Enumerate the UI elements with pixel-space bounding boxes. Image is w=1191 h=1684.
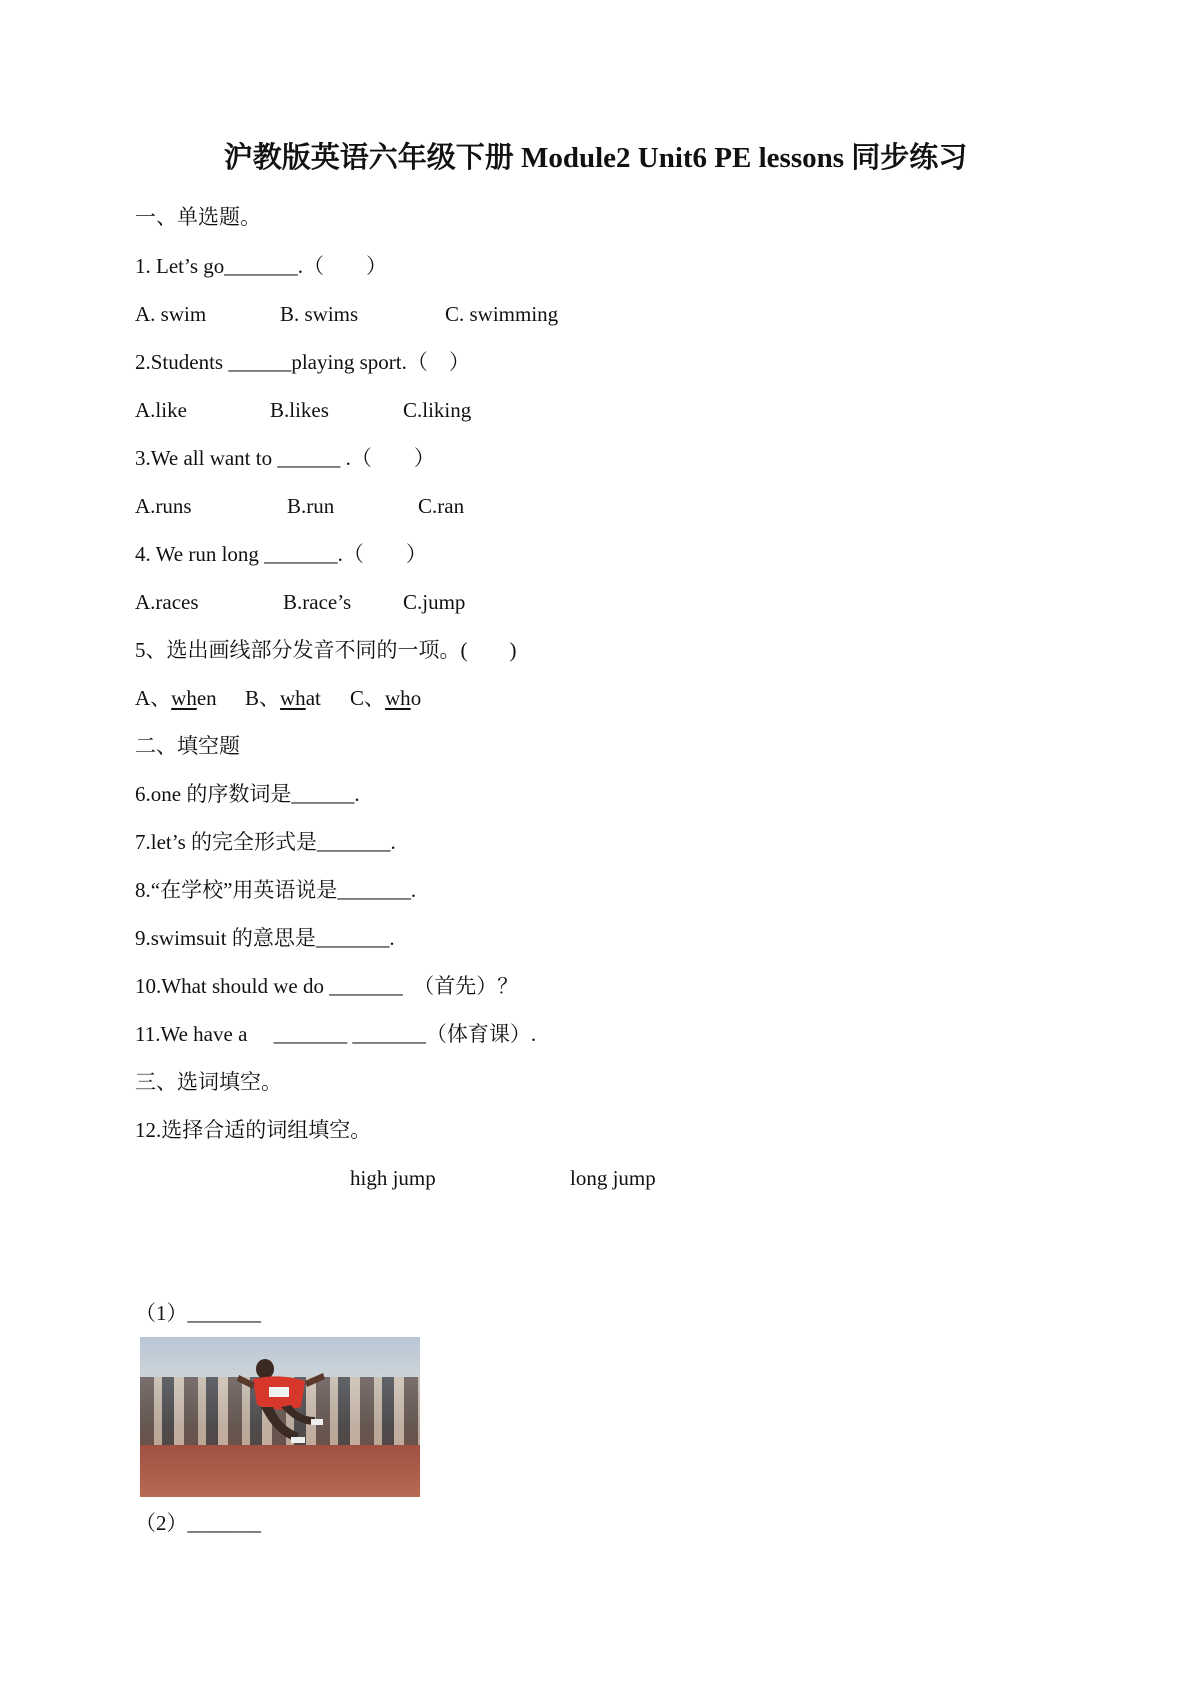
section-heading-fill-blank: 二、填空题: [135, 734, 240, 758]
q2-option-b[interactable]: B.likes: [270, 398, 329, 422]
q3-option-b[interactable]: B.run: [287, 494, 335, 518]
word-bank-long-jump: long jump: [570, 1166, 656, 1190]
q5-option-a-rest: en: [196, 686, 217, 710]
q1-option-b[interactable]: B. swims: [280, 302, 359, 326]
q4-option-b[interactable]: B.race’s: [283, 590, 352, 614]
q2-option-a[interactable]: A.like: [135, 398, 187, 422]
q5-option-a-underlined: wh: [171, 686, 197, 710]
q4-option-a[interactable]: A.races: [135, 590, 199, 614]
question-3-options: [135, 493, 735, 519]
q5-option-c-underlined: wh: [385, 686, 411, 710]
question-12-stem: 12.选择合适的词组填空。: [135, 1118, 372, 1142]
section-heading-word-choice: 三、选词填空。: [135, 1070, 282, 1094]
question-2-options: [135, 397, 735, 423]
q5-option-a-prefix: A、: [135, 686, 172, 710]
q3-option-c[interactable]: C.ran: [418, 494, 465, 518]
question-4-options: [135, 589, 735, 615]
section-heading-single-choice: 一、单选题。: [135, 205, 261, 229]
question-10: 10.What should we do _______ （首先）？: [135, 974, 519, 998]
question-2-stem: 2.Students ______playing sport.（ ）: [135, 350, 470, 374]
q1-option-a[interactable]: A. swim: [135, 302, 207, 326]
q3-option-a[interactable]: A.runs: [135, 494, 192, 518]
q5-option-a[interactable]: [135, 685, 217, 711]
question-5-stem: 5、选出画线部分发音不同的一项。( ): [135, 638, 517, 662]
q5-option-b-rest: at: [305, 686, 321, 710]
q5-option-c[interactable]: [350, 685, 421, 711]
word-bank-high-jump: high jump: [350, 1166, 436, 1190]
q5-option-b-prefix: B、: [245, 686, 281, 710]
question-4-stem: 4. We run long _______.（ ）: [135, 542, 427, 566]
q5-option-b[interactable]: [245, 685, 321, 711]
question-1-options: [135, 301, 735, 327]
jumper-figure-icon: [235, 1355, 325, 1450]
question-9: 9.swimsuit 的意思是_______.: [135, 926, 395, 950]
photo-track: [140, 1445, 420, 1497]
question-1-stem: 1. Let’s go_______.（ ）: [135, 254, 387, 278]
question-6: 6.one 的序数词是______.: [135, 782, 360, 806]
q1-option-c[interactable]: C. swimming: [445, 302, 559, 326]
q5-option-b-underlined: wh: [280, 686, 306, 710]
page-title: 沪教版英语六年级下册 Module2 Unit6 PE lessons 同步练习: [223, 142, 968, 174]
blank-1: （1）_______: [135, 1301, 261, 1325]
blank-2: （2）_______: [135, 1511, 261, 1535]
question-5-options: [135, 685, 735, 711]
long-jump-photo: [140, 1337, 420, 1497]
q4-option-c[interactable]: C.jump: [403, 590, 466, 614]
q5-option-c-rest: o: [410, 686, 422, 710]
q2-option-c[interactable]: C.liking: [403, 398, 472, 422]
q5-option-c-prefix: C、: [350, 686, 386, 710]
question-3-stem: 3.We all want to ______ .（ ）: [135, 446, 435, 470]
question-7: 7.let’s 的完全形式是_______.: [135, 830, 396, 854]
question-8: 8.“在学校”用英语说是_______.: [135, 878, 417, 902]
question-11: 11.We have a _______ _______（体育课）.: [135, 1022, 537, 1046]
